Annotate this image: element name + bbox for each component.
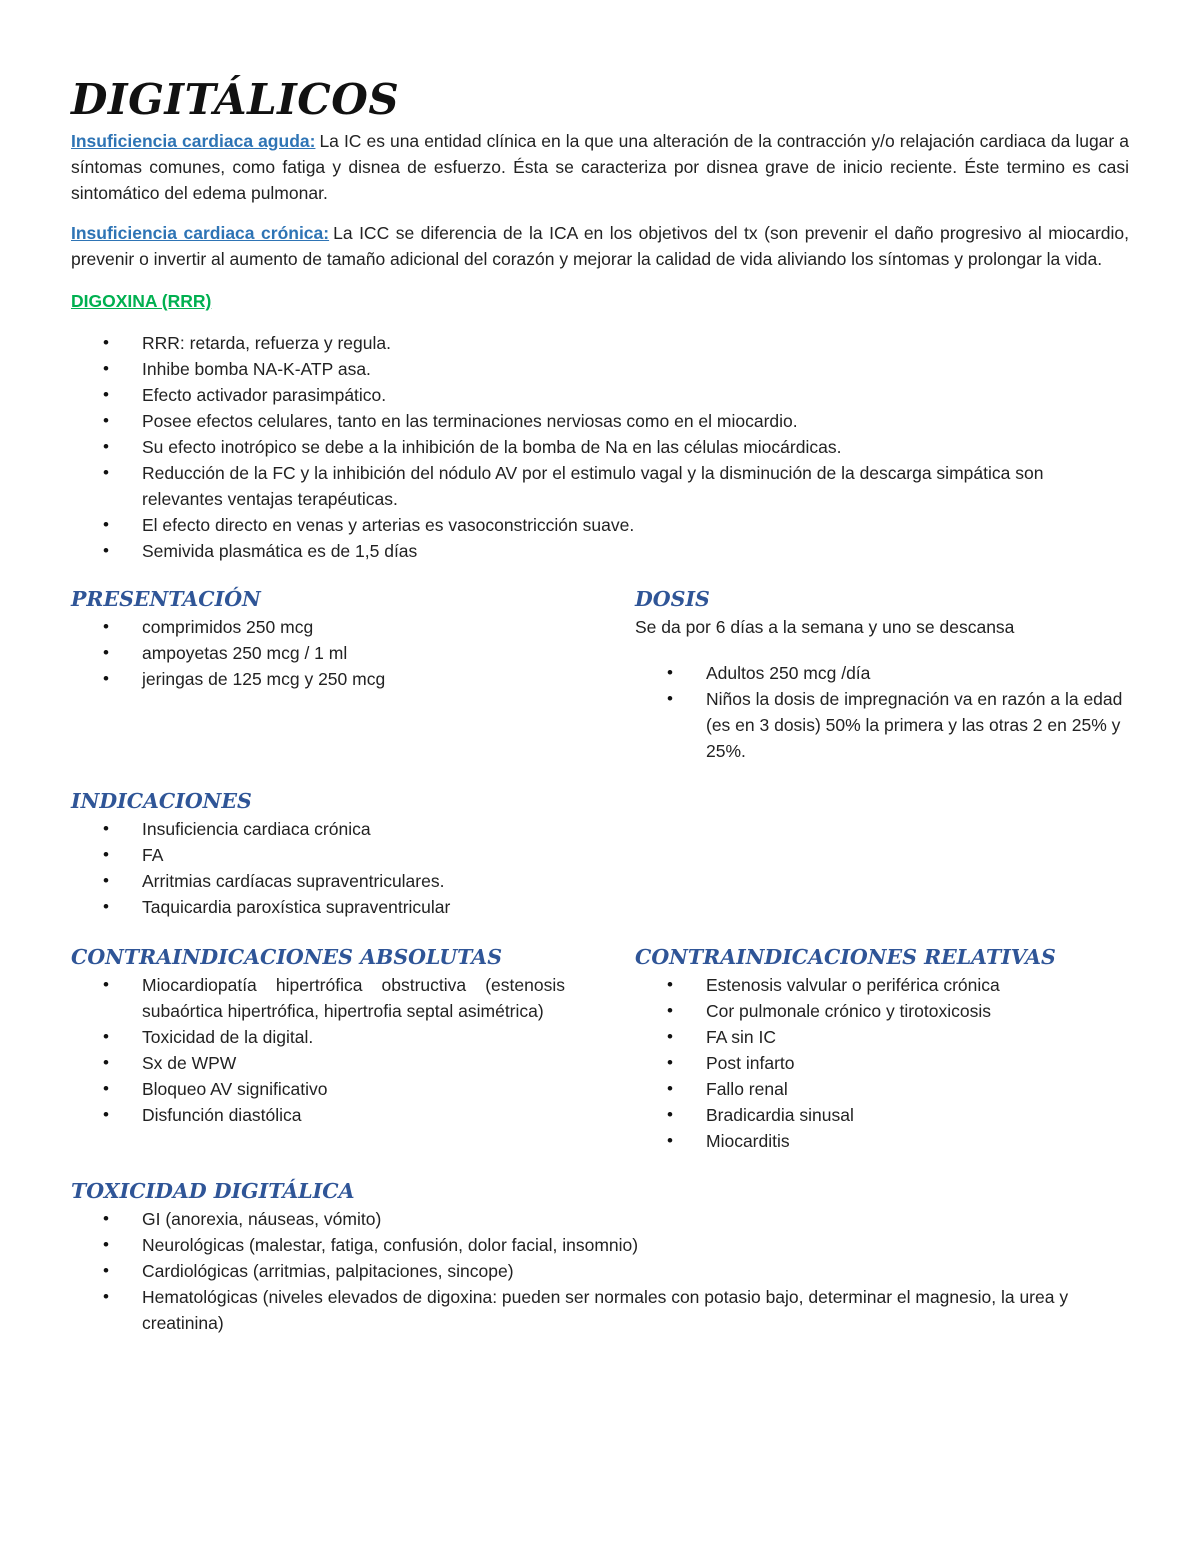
list-item-text: El efecto directo en venas y arterias es vasoconstricción suave. [142,515,635,535]
text-ic-cronica: La ICC se diferencia de la ICA en los objetivos del tx (son prevenir el daño progresivo al miocardio, prevenir o invertir al aumento de tamaño adicional del corazón y mejorar la calidad de vida aliviando los síntomas y prolongar la vida. [71,223,1129,269]
list-item [635,1024,1129,1050]
list-item [71,408,1129,434]
bullet-icon: • [103,1105,109,1124]
heading-dosis: DOSIS [635,587,710,611]
list-dosis [635,660,1129,764]
heading-contra-absolutas: CONTRAINDICACIONES ABSOLUTAS [71,945,503,969]
list-item [71,356,1129,382]
bullet-icon: • [103,1261,109,1280]
list-item [71,512,1129,538]
bullet-icon: • [103,411,109,430]
heading-digoxina: DIGOXINA (RRR) [71,291,212,311]
bullet-icon: • [103,871,109,890]
bullet-icon: • [103,1079,109,1098]
bullet-icon: • [103,617,109,636]
list-item-text: Taquicardia paroxística supraventricular [142,897,451,917]
list-presentacion [71,614,565,692]
list-item [71,1102,565,1128]
bullet-icon: • [103,333,109,352]
section-toxicidad [71,1176,1129,1336]
list-item-text: FA sin IC [706,1027,777,1047]
list-digoxina [71,330,1129,564]
list-item-text: Efecto activador parasimpático. [142,385,387,405]
list-item [71,1232,1129,1258]
list-item [71,816,1129,842]
paragraph-ic-cronica [71,220,1129,272]
list-item-text: FA [142,845,164,865]
list-item-text: Disfunción diastólica [142,1105,302,1125]
list-item-text: Sx de WPW [142,1053,237,1073]
section-contra-relativas [635,942,1129,1154]
list-item [635,1128,1129,1154]
list-item [71,1284,1129,1336]
list-item-text: Hematológicas (niveles elevados de digoxina: pueden ser normales con potasio bajo, determinar el magnesio, la urea y creatinina) [142,1287,1069,1333]
bullet-icon: • [667,1001,673,1020]
list-item-text: RRR: retarda, refuerza y regula. [142,333,391,353]
list-item-text: Bloqueo AV significativo [142,1079,328,1099]
list-contra-relativas [635,972,1129,1154]
list-item-text: Inhibe bomba NA-K-ATP asa. [142,359,371,379]
bullet-icon: • [103,1235,109,1254]
list-item [71,1050,565,1076]
bullet-icon: • [103,385,109,404]
list-item [71,538,1129,564]
list-item-text: Niños la dosis de impregnación va en razón a la edad (es en 3 dosis) 50% la primera y las otras 2 en 25% y 25%. [706,689,1123,761]
list-item [71,842,1129,868]
list-item [71,614,565,640]
list-item-text: Cor pulmonale crónico y tirotoxicosis [706,1001,991,1021]
list-item-text: Arritmias cardíacas supraventriculares. [142,871,445,891]
list-item-text: jeringas de 125 mcg y 250 mcg [142,669,386,689]
list-item [71,666,565,692]
row-presentacion-dosis [71,584,1129,764]
section-presentacion [71,584,565,764]
list-item [71,1206,1129,1232]
term-ic-cronica: Insuficiencia cardiaca crónica: [71,223,330,243]
list-item [71,640,565,666]
bullet-icon: • [103,897,109,916]
list-item [635,660,1129,686]
list-item [71,972,565,1024]
text-ic-aguda: La IC es una entidad clínica en la que una alteración de la contracción y/o relajación cardiaca da lugar a síntomas comunes, como fatiga y disnea de esfuerzo. Ésta se caracteriza por disnea grave de inicio reciente. Éste termino es casi sintomático del edema pulmonar. [71,131,1129,203]
bullet-icon: • [667,975,673,994]
list-item-text: Post infarto [706,1053,795,1073]
list-toxicidad [71,1206,1129,1336]
bullet-icon: • [667,1105,673,1124]
list-item-text: Fallo renal [706,1079,788,1099]
bullet-icon: • [103,437,109,456]
bullet-icon: • [103,463,109,482]
list-item [635,972,1129,998]
list-item [71,868,1129,894]
list-item-text: Su efecto inotrópico se debe a la inhibición de la bomba de Na en las células miocárdicas. [142,437,842,457]
bullet-icon: • [103,1053,109,1072]
list-indicaciones [71,816,1129,920]
heading-toxicidad: TOXICIDAD DIGITÁLICA [71,1179,355,1203]
bullet-icon: • [667,1053,673,1072]
bullet-icon: • [103,1209,109,1228]
list-item [71,1258,1129,1284]
list-item [71,460,1129,512]
list-item-text: Posee efectos celulares, tanto en las terminaciones nerviosas como en el miocardio. [142,411,798,431]
section-dosis [635,584,1129,764]
list-item [635,686,1129,764]
list-item [635,1102,1129,1128]
list-item [71,1076,565,1102]
list-item-text: Miocarditis [706,1131,790,1151]
bullet-icon: • [667,1027,673,1046]
document-title: DIGITÁLICOS [71,75,400,124]
bullet-icon: • [103,819,109,838]
list-item-text: ampoyetas 250 mcg / 1 ml [142,643,348,663]
list-item-text: Insuficiencia cardiaca crónica [142,819,371,839]
list-item [635,1076,1129,1102]
bullet-icon: • [103,1027,109,1046]
bullet-icon: • [667,689,673,708]
bullet-icon: • [667,663,673,682]
list-item-text: Cardiológicas (arritmias, palpitaciones, sincope) [142,1261,514,1281]
list-item [635,1050,1129,1076]
list-item-text: Toxicidad de la digital. [142,1027,314,1047]
bullet-icon: • [667,1131,673,1150]
bullet-icon: • [103,359,109,378]
dosis-text: Se da por 6 días a la semana y uno se descansa [635,617,1015,637]
list-item-text: Bradicardia sinusal [706,1105,854,1125]
bullet-icon: • [103,1287,109,1306]
list-contra-absolutas [71,972,565,1128]
heading-indicaciones: INDICACIONES [71,789,252,813]
bullet-icon: • [103,541,109,560]
list-item [71,894,1129,920]
bullet-icon: • [103,975,109,994]
bullet-icon: • [103,669,109,688]
paragraph-ic-aguda [71,128,1129,206]
list-item [635,998,1129,1024]
list-item-text: Adultos 250 mcg /día [706,663,871,683]
bullet-icon: • [103,845,109,864]
list-item-text: Neurológicas (malestar, fatiga, confusión, dolor facial, insomnio) [142,1235,639,1255]
list-item-text: Estenosis valvular o periférica crónica [706,975,1000,995]
bullet-icon: • [103,515,109,534]
list-item [71,434,1129,460]
document-page [71,72,1129,1336]
list-item [71,382,1129,408]
heading-contra-relativas: CONTRAINDICACIONES RELATIVAS [635,945,1056,969]
list-item-text: Miocardiopatía hipertrófica obstructiva (estenosis subaórtica hipertrófica, hipertrofia septal asimétrica) [142,975,565,1021]
row-contraindicaciones [71,942,1129,1154]
term-ic-aguda: Insuficiencia cardiaca aguda: [71,131,316,151]
list-item [71,1024,565,1050]
list-item-text: Reducción de la FC y la inhibición del nódulo AV por el estimulo vagal y la disminución de la descarga simpática son relevantes ventajas terapéuticas. [142,463,1044,509]
list-item-text: Semivida plasmática es de 1,5 días [142,541,418,561]
list-item-text: GI (anorexia, náuseas, vómito) [142,1209,382,1229]
list-item-text: comprimidos 250 mcg [142,617,314,637]
heading-presentacion: PRESENTACIÓN [71,587,261,611]
bullet-icon: • [103,643,109,662]
list-item [71,330,1129,356]
bullet-icon: • [667,1079,673,1098]
section-indicaciones [71,786,1129,920]
section-contra-absolutas [71,942,565,1154]
